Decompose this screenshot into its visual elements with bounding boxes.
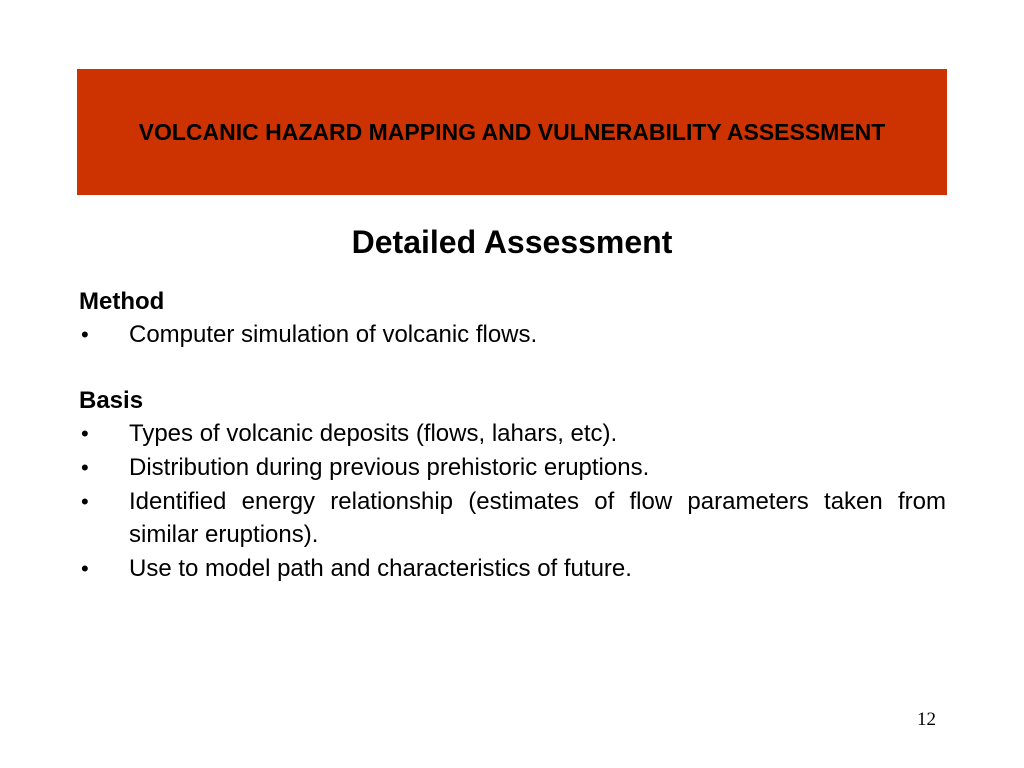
basis-heading: Basis	[79, 387, 144, 414]
list-item	[79, 451, 946, 484]
method-list	[79, 318, 946, 351]
bullet-icon: •	[81, 322, 89, 347]
bullet-icon: •	[81, 421, 89, 446]
list-item	[79, 552, 946, 585]
list-item-text: Identified energy relationship (estimates of flow parameters taken from similar eruptions).	[129, 488, 946, 548]
bullet-icon: •	[81, 489, 89, 514]
slide-title: VOLCANIC HAZARD MAPPING AND VULNERABILITY ASSESSMENT	[138, 118, 886, 145]
page-number: 12	[917, 709, 936, 730]
list-item	[79, 318, 946, 351]
method-heading: Method	[79, 288, 165, 315]
method-section	[79, 285, 946, 351]
basis-list	[79, 417, 946, 585]
list-item-text: Types of volcanic deposits (flows, lahars, etc).	[129, 420, 618, 447]
slide-subtitle: Detailed Assessment	[351, 224, 673, 260]
slide-content	[79, 285, 946, 586]
list-item	[79, 417, 946, 450]
title-banner	[77, 69, 947, 195]
bullet-icon: •	[81, 455, 89, 480]
list-item-text: Use to model path and characteristics of future.	[129, 555, 632, 582]
list-item	[79, 485, 946, 551]
basis-section	[79, 384, 946, 585]
list-item-text: Computer simulation of volcanic flows.	[129, 321, 538, 348]
section-spacer	[79, 352, 946, 384]
bullet-icon: •	[81, 556, 89, 581]
list-item-text: Distribution during previous prehistoric eruptions.	[129, 454, 650, 481]
